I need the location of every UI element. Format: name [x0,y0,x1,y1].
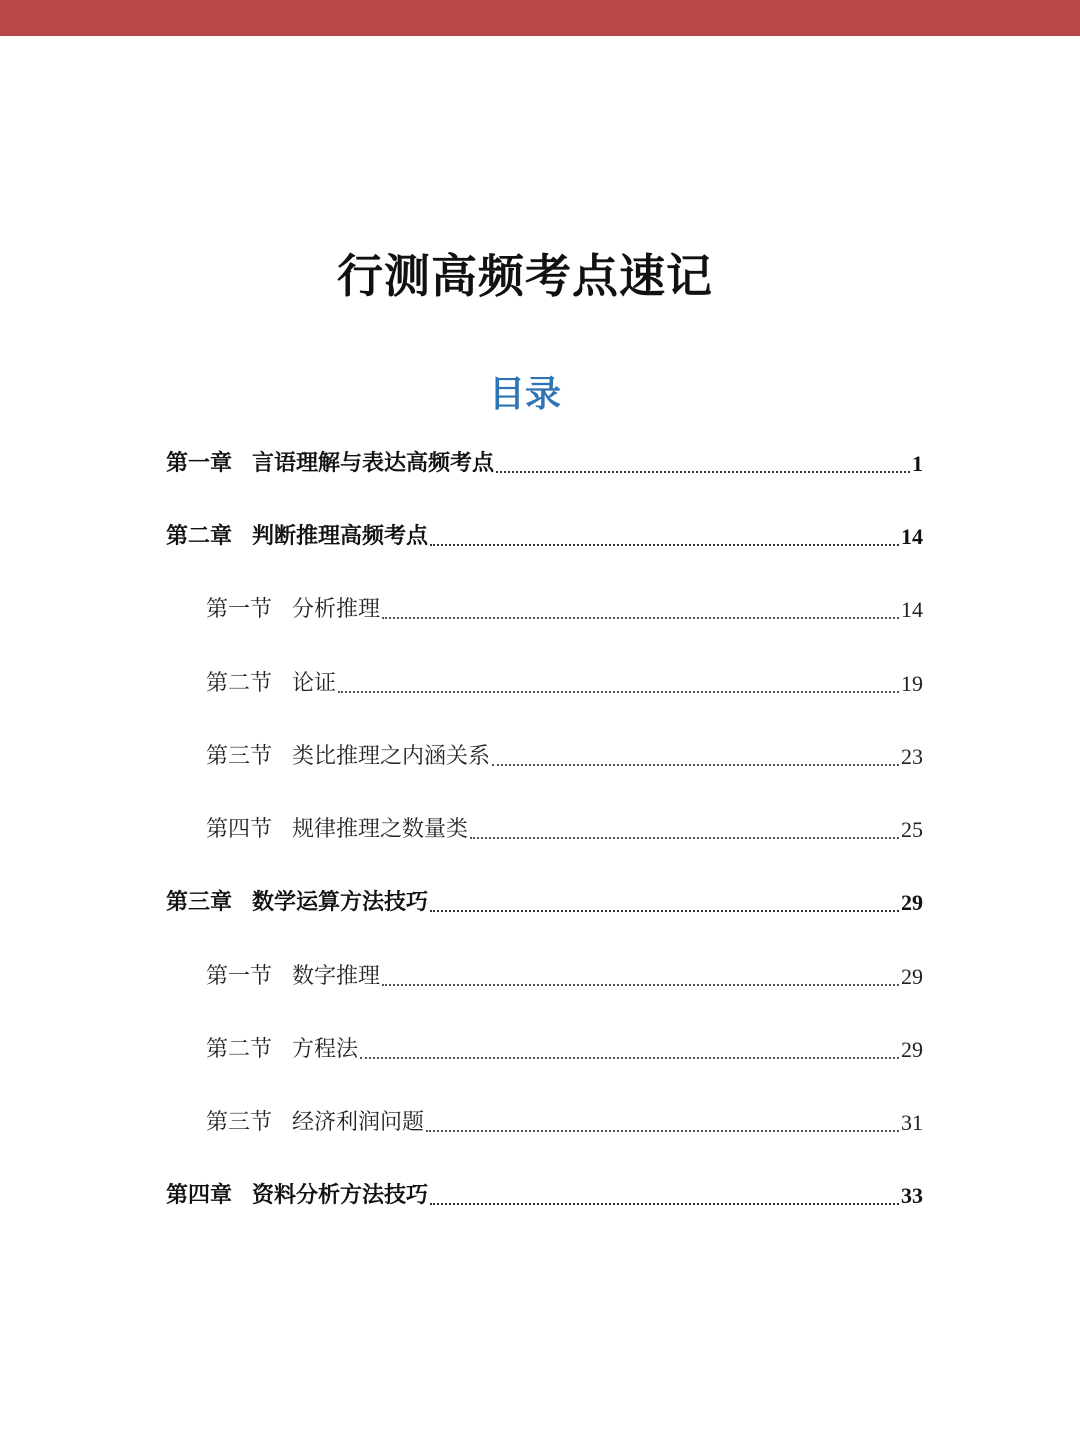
toc-entry-section-3-2[interactable] [166,1030,923,1070]
toc-entry-page: 14 [901,524,923,549]
toc-entry-section-2-2[interactable] [166,664,923,704]
toc-entry-number: 第一节 [206,597,273,622]
document-title: 行测高频考点速记 [337,249,713,303]
dot-leader [360,1056,899,1059]
toc-entry-page: 19 [901,671,923,696]
toc-entry-title: 数学运算方法技巧 [252,890,429,915]
dot-leader [430,909,899,912]
toc-entry-number: 第三节 [206,1110,273,1135]
toc-entry-page: 23 [901,744,923,769]
toc-entry-title: 类比推理之内涵关系 [292,744,491,769]
toc-heading: 目录 [488,374,561,415]
dot-leader [492,763,899,766]
toc-entry-title: 数字推理 [292,964,381,989]
toc-entry-page: 31 [901,1110,923,1135]
toc-entry-number: 第二节 [206,1037,273,1062]
dot-leader [338,690,899,693]
toc-entry-chapter-1[interactable] [166,444,923,484]
toc-entry-page: 29 [901,890,923,915]
dot-leader [470,836,899,839]
toc-entry-section-2-4[interactable] [166,810,923,850]
toc-entry-page: 14 [901,597,923,622]
toc-entry-title: 规律推理之数量类 [292,817,469,842]
dot-leader [426,1129,899,1132]
toc-entry-number: 第一节 [206,964,273,989]
dot-leader [382,616,899,619]
toc-entry-number: 第四节 [206,817,273,842]
toc-entry-title: 言语理解与表达高频考点 [252,451,495,476]
toc-entry-page: 25 [901,817,923,842]
toc-entry-number: 第二节 [206,671,273,696]
dot-leader [430,1202,899,1205]
toc-entry-title: 判断推理高频考点 [252,524,429,549]
toc-entry-page: 1 [912,451,923,476]
toc-entry-title: 论证 [292,671,337,696]
toc-entry-number: 第三章 [166,890,233,915]
toc-entry-number: 第四章 [166,1183,233,1208]
dot-leader [382,983,899,986]
toc-entry-chapter-2[interactable] [166,517,923,557]
top-banner-bar [0,0,1080,36]
toc-entry-page: 33 [901,1183,923,1208]
toc-entry-section-3-1[interactable] [166,957,923,997]
toc-entry-chapter-3[interactable] [166,883,923,923]
toc-entry-title: 分析推理 [292,597,381,622]
toc-entry-number: 第三节 [206,744,273,769]
toc-entry-number: 第一章 [166,451,233,476]
toc-entry-title: 方程法 [292,1037,359,1062]
dot-leader [430,543,899,546]
toc-entry-page: 29 [901,964,923,989]
dot-leader [496,470,910,473]
toc-entry-chapter-4[interactable] [166,1176,923,1216]
toc-entry-title: 资料分析方法技巧 [252,1183,429,1208]
toc-entry-page: 29 [901,1037,923,1062]
toc-entry-section-2-1[interactable] [166,590,923,630]
toc-entry-section-2-3[interactable] [166,737,923,777]
toc-entry-number: 第二章 [166,524,233,549]
toc-entry-section-3-3[interactable] [166,1103,923,1143]
toc-entry-title: 经济利润问题 [292,1110,425,1135]
